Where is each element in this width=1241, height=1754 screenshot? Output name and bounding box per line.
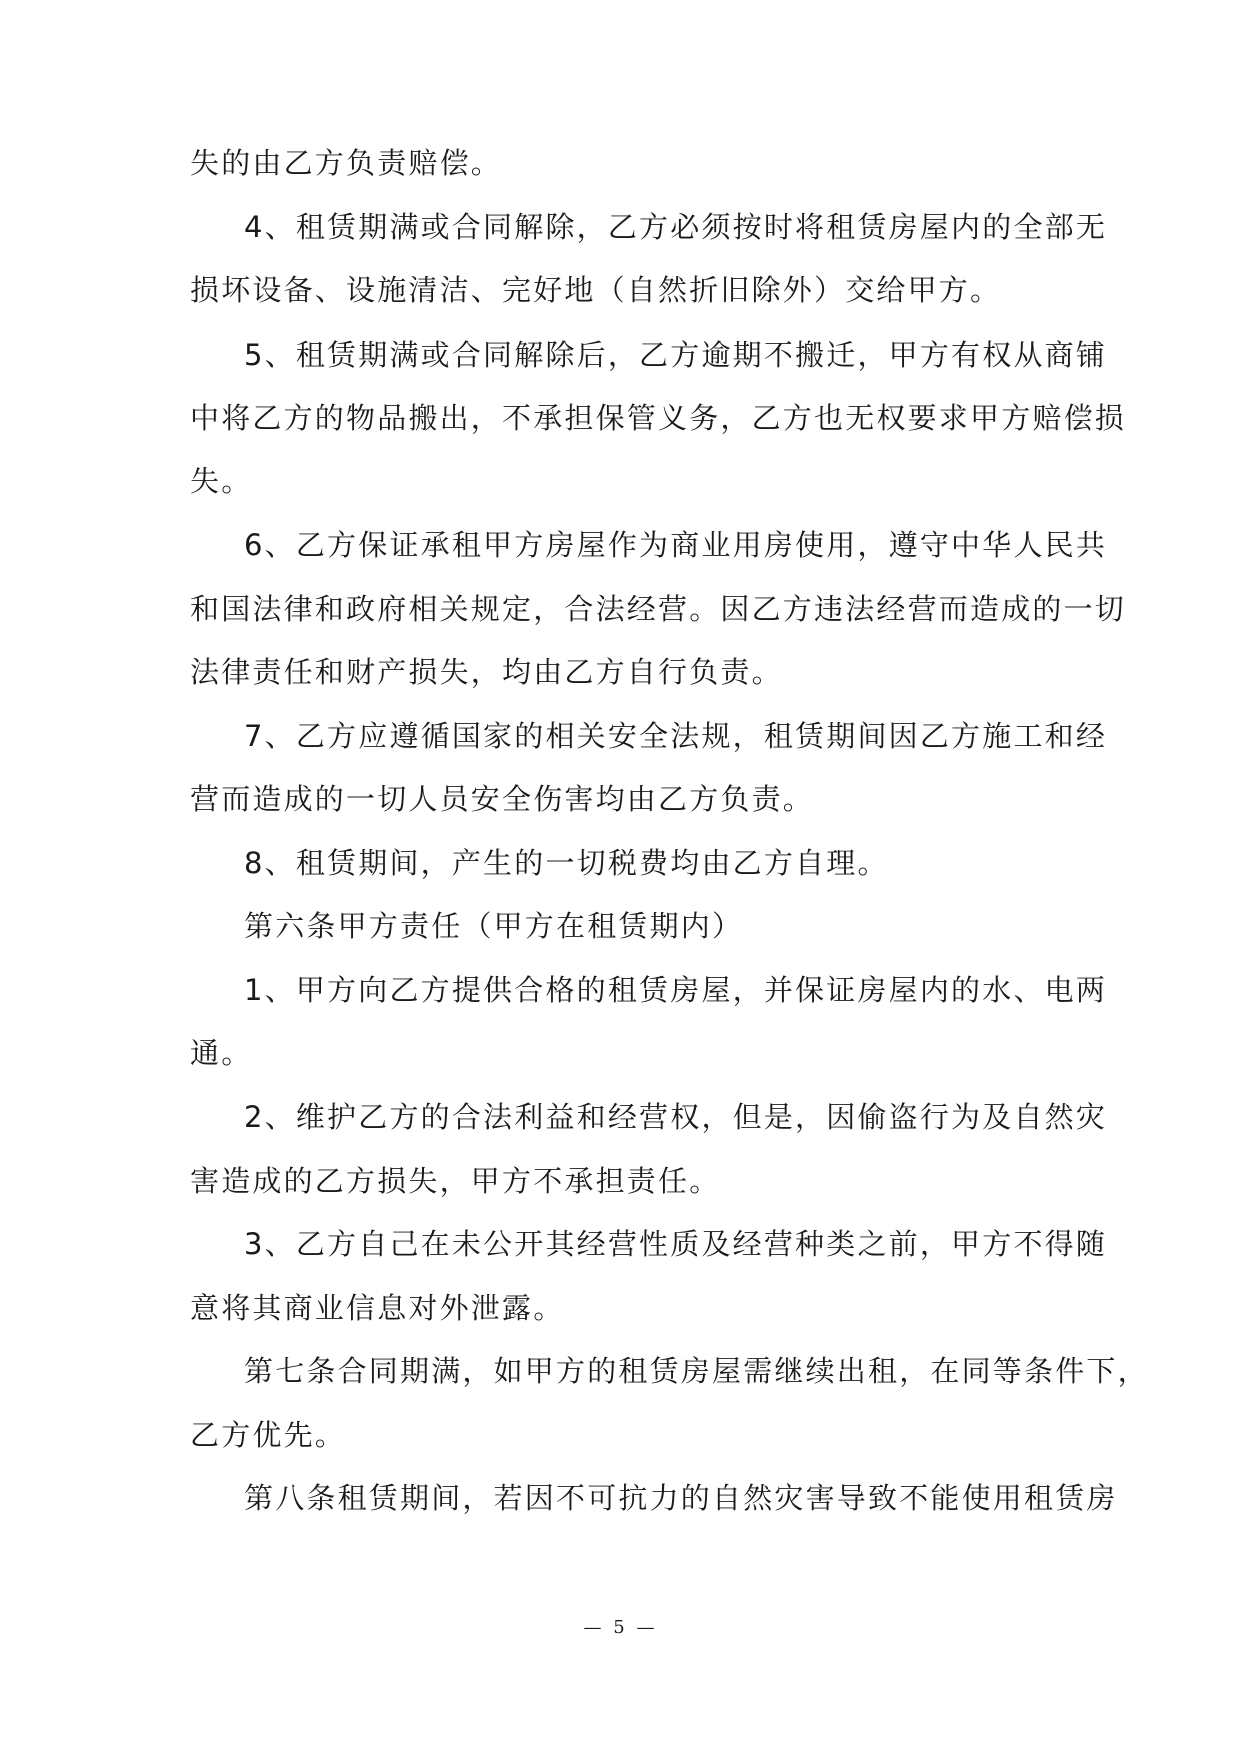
text-line: 和国法律和政府相关规定，合法经营。因乙方违法经营而造成的一切 — [190, 592, 1127, 626]
text-line: 失。 — [190, 464, 253, 498]
text-line: 乙方优先。 — [190, 1418, 347, 1452]
text-line: 意将其商业信息对外泄露。 — [190, 1291, 565, 1325]
text-line: 5、租赁期满或合同解除后，乙方逾期不搬迁，甲方有权从商铺 — [244, 338, 1108, 372]
section-heading: 第八条租赁期间，若因不可抗力的自然灾害导致不能使用租赁房 — [244, 1481, 1118, 1515]
text-line: 害造成的乙方损失，甲方不承担责任。 — [190, 1164, 721, 1198]
text-line: 4、租赁期满或合同解除，乙方必须按时将租赁房屋内的全部无 — [244, 210, 1108, 244]
text-line: 1、甲方向乙方提供合格的租赁房屋，并保证房屋内的水、电两 — [244, 973, 1108, 1007]
text-line: 通。 — [190, 1036, 253, 1070]
text-line: 8、租赁期间，产生的一切税费均由乙方自理。 — [244, 846, 889, 880]
text-line: 3、乙方自己在未公开其经营性质及经营种类之前，甲方不得随 — [244, 1227, 1108, 1261]
text-line: 7、乙方应遵循国家的相关安全法规，租赁期间因乙方施工和经 — [244, 719, 1108, 753]
text-line: 2、维护乙方的合法利益和经营权，但是，因偷盗行为及自然灾 — [244, 1100, 1108, 1134]
text-line: 法律责任和财产损失，均由乙方自行负责。 — [190, 655, 783, 689]
page-number: — 5 — — [583, 1617, 658, 1638]
text-line: 6、乙方保证承租甲方房屋作为商业用房使用，遵守中华人民共 — [244, 528, 1108, 562]
section-heading: 第七条合同期满，如甲方的租赁房屋需继续出租，在同等条件下， — [244, 1354, 1149, 1388]
text-line: 营而造成的一切人员安全伤害均由乙方负责。 — [190, 782, 815, 816]
text-line: 失的由乙方负责赔偿。 — [190, 146, 503, 180]
text-line: 中将乙方的物品搬出，不承担保管义务，乙方也无权要求甲方赔偿损 — [190, 401, 1127, 435]
section-heading: 第六条甲方责任（甲方在租赁期内） — [244, 909, 744, 943]
text-line: 损坏设备、设施清洁、完好地（自然折旧除外）交给甲方。 — [190, 273, 1002, 307]
